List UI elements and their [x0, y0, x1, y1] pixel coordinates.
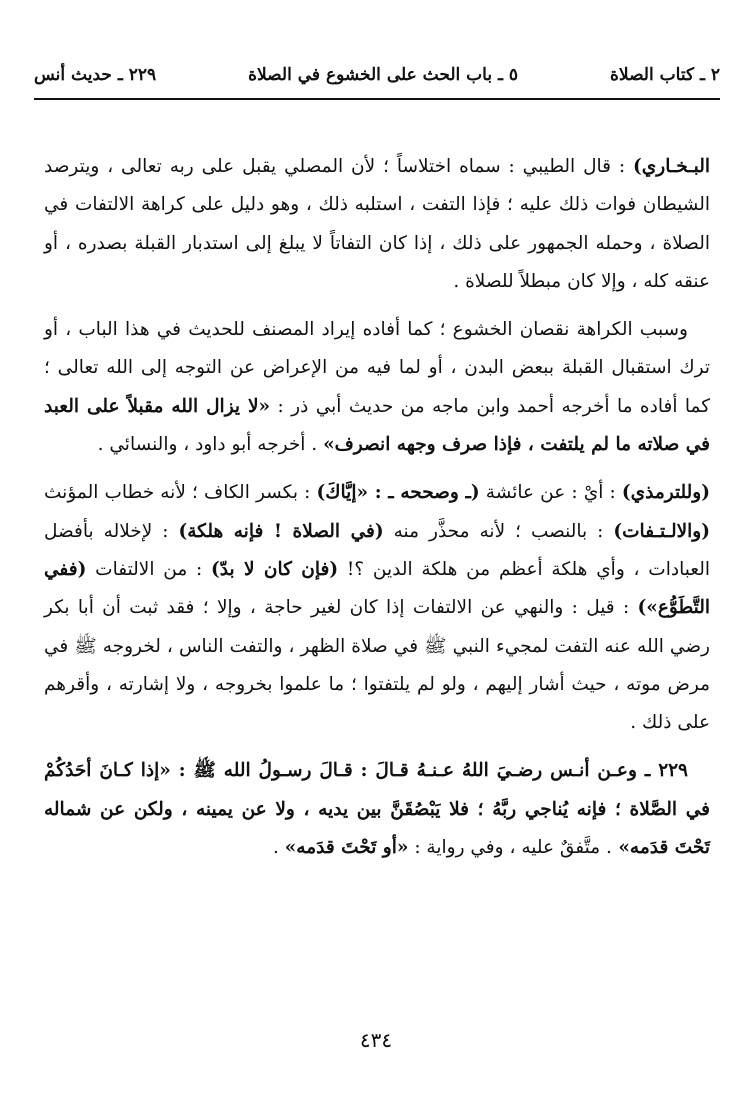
running-header	[34, 58, 720, 92]
bold-term: (والالـتـفات)	[613, 520, 710, 542]
page-number: ٤٣٤	[359, 1028, 393, 1052]
hadith-text: ٢٢٩ ـ وعـن أنـس رضـيَ اللهُ عـنـهُ قـالَ : قـالَ رسـولُ الله ﷺ : «إذا كـانَ أحَدُكُمْ في الصَّلاة ؛ فإنه يُناجي ربَّهُ ؛ فلا يَبْصُقَنَّ بين يديه ، ولا عن يمينه ، ولكن عن شماله تَحْتَ قدَمه»	[44, 760, 710, 859]
bold-term: (ـ وصححه ـ : «إيَّاكَ)	[316, 482, 480, 504]
bold-term: (فإن كان لا بدّ)	[211, 558, 339, 580]
header-chapter-title: ٥ ـ باب الحث على الخشوع في الصلاة	[248, 65, 519, 85]
page-body	[44, 148, 710, 867]
commentary-text: : أيْ : عن عائشة	[479, 482, 622, 504]
commentary-text: . أخرجه أبو داود ، والنسائي .	[97, 434, 324, 456]
header-hadith-title: ٢٢٩ ـ حديث أنس	[34, 65, 157, 85]
header-book-title: ٢ ـ كتاب الصلاة	[610, 65, 720, 85]
hadith-quote: «لا يزال الله مقبلاً على العبد في صلاته ما لم يلتفت ، فإذا صرف وجهه انصرف»	[44, 395, 710, 456]
paragraph-hadith-229	[44, 752, 710, 867]
paragraph-2	[44, 311, 710, 464]
commentary-text: : قال الطيبي : سماه اختلاساً ؛ لأن المصلي يقبل على ربه تعالى ، ويترصد الشيطان فوات ذلك عليه ؛ فإذا التفت ، استلبه ذلك ، وهو دليل على كراهة الالتفات في الصلاة ، وحمله الجمهور على ذلك ، إذا كان التفاتاً لا يبلغ إلى استدبار القبلة بصدره ، أو عنقه كله ، وإلا كان مبطلاً للصلاة .	[44, 156, 710, 292]
commentary-text: : لإخلاله بأفضل العبادات ، وأي هلكة أعظم من هلكة الدين ؟!	[44, 520, 710, 580]
bold-term: (ففي التَّطَوُّع»)	[44, 558, 710, 619]
bold-term: البـخـاري)	[633, 156, 710, 177]
paragraph-1	[44, 148, 710, 301]
commentary-text: . متَّفقٌ عليه ، وفي رواية :	[408, 837, 612, 859]
bold-term: (في الصلاة ! فإنه هلكة)	[178, 520, 384, 542]
commentary-text: : من الالتفات	[86, 558, 212, 580]
commentary-text: .	[272, 837, 285, 859]
commentary-text: : قيل : والنهي عن الالتفات إذا كان لغير حاجة ، وإلا ؛ فقد ثبت أن أبا بكر رضي الله عنه التفت لمجيء النبي ﷺ في صلاة الظهر ، والتفت الناس ، لخروجه ﷺ في مرض موته ، حيث أشار إليهم ، ولو لم يلتفتوا ؛ ما علموا بخروجه ، ولا إشارته ، وأقرهم على ذلك .	[44, 597, 710, 734]
commentary-text: : بكسر الكاف ؛ لأنه خطاب المؤنث	[44, 482, 317, 504]
header-divider	[34, 98, 720, 100]
paragraph-3	[44, 474, 710, 742]
hadith-quote: «أو تَحْتَ قدَمه»	[284, 837, 409, 859]
commentary-text: : بالنصب ؛ لأنه محذَّر منه	[383, 520, 614, 542]
bold-term: (وللترمذي)	[621, 482, 710, 504]
commentary-text: وسبب الكراهة نقصان الخشوع ؛ كما أفاده إيراد المصنف للحديث في هذا الباب ، أو ترك استقبال القبلة ببعض البدن ، أو لما فيه من الإعراض عن التوجه إلى الله تعالى ؛ كما أفاده ما أخرجه أحمد وابن ماجه من حديث أبي ذر :	[44, 319, 710, 417]
